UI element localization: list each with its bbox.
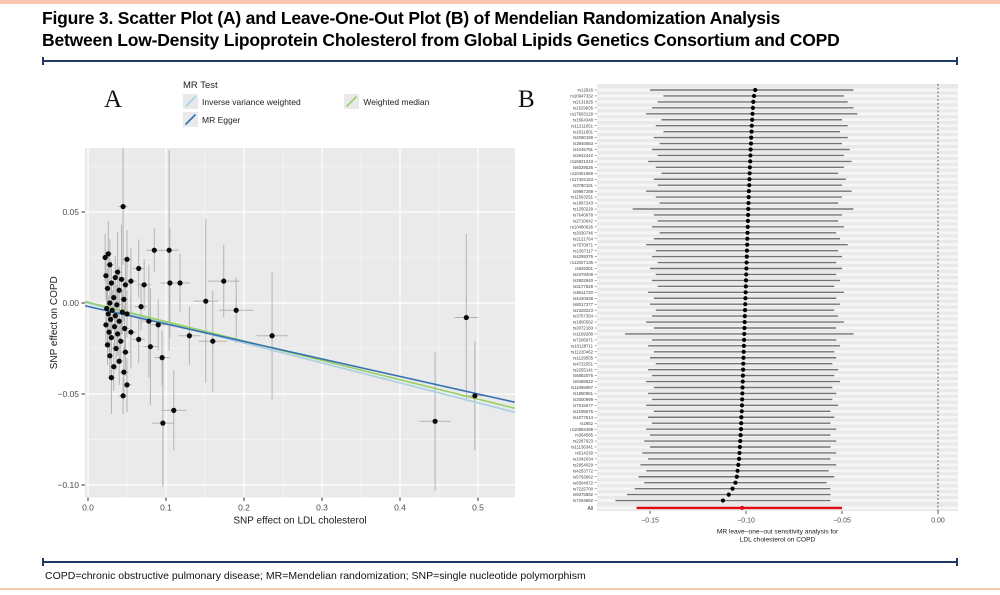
svg-text:0.00: 0.00 <box>62 298 79 308</box>
svg-text:rs2290159: rs2290159 <box>572 135 593 141</box>
figure-title-line1: Figure 3. Scatter Plot (A) and Leave-One-Out Plot (B) of Mendelian Randomization Analysis <box>42 8 781 28</box>
svg-text:rs11065987: rs11065987 <box>570 385 593 391</box>
svg-text:rs1129555: rs1129555 <box>573 355 593 361</box>
panel-a-x-title: SNP effect on LDL cholesterol <box>233 515 367 527</box>
svg-text:−0.15: −0.15 <box>641 517 659 525</box>
svg-text:rs1997243: rs1997243 <box>572 200 593 206</box>
svg-text:0.3: 0.3 <box>316 502 328 513</box>
svg-text:rs1800562: rs1800562 <box>572 319 593 325</box>
panel-b-x-title-line2: LDL cholesterol on COPD <box>739 536 816 544</box>
svg-text:rs11211651: rs11211651 <box>570 123 593 129</box>
svg-text:rs364585: rs364585 <box>575 432 593 438</box>
svg-text:rs12916: rs12916 <box>577 87 593 93</box>
svg-text:rs8017377: rs8017377 <box>572 301 593 307</box>
svg-text:rs7206971: rs7206971 <box>572 337 593 343</box>
svg-text:rs4245791: rs4245791 <box>572 147 593 153</box>
svg-text:rs2902940: rs2902940 <box>572 278 593 283</box>
svg-text:rs2131925: rs2131925 <box>572 99 593 105</box>
svg-text:0.5: 0.5 <box>472 502 484 513</box>
svg-text:−0.05: −0.05 <box>833 517 851 525</box>
svg-text:0.05: 0.05 <box>62 207 79 217</box>
panel-b-label: B <box>518 86 535 113</box>
figure-title-line2: Between Low-Density Lipoprotein Cholesterol from Global Lipids Genetics Consortium and COPD <box>42 29 840 50</box>
svg-text:rs7254892: rs7254892 <box>572 498 593 504</box>
svg-text:rs6882076: rs6882076 <box>572 373 593 379</box>
panel-a-label: A <box>104 86 123 113</box>
svg-text:rs2328223: rs2328223 <box>572 307 593 313</box>
svg-text:rs2255141: rs2255141 <box>572 367 593 373</box>
svg-text:−0.10: −0.10 <box>57 480 79 490</box>
svg-text:rs1169288: rs1169288 <box>573 331 593 337</box>
svg-text:rs10490626: rs10490626 <box>570 224 593 230</box>
svg-text:rs1800961: rs1800961 <box>572 391 593 397</box>
svg-text:rs17603129: rs17603129 <box>570 111 593 117</box>
svg-text:rs17404153: rs17404153 <box>570 176 593 182</box>
svg-text:rs1250229: rs1250229 <box>572 206 593 212</box>
svg-text:rs3780181: rs3780181 <box>572 182 593 188</box>
forest-plot-panel-b <box>515 75 975 553</box>
svg-text:rs2121764: rs2121764 <box>572 236 593 242</box>
svg-text:All: All <box>587 505 593 512</box>
svg-text:rs4722551: rs4722551 <box>572 361 593 367</box>
top-divider-rule <box>42 60 958 62</box>
panel-b-axes <box>641 511 945 544</box>
svg-text:rs2952: rs2952 <box>579 420 593 426</box>
svg-text:rs2030746: rs2030746 <box>572 230 593 236</box>
svg-text:rs16831243: rs16831243 <box>570 159 593 164</box>
svg-text:rs9987289: rs9987289 <box>572 188 593 194</box>
svg-text:rs1564348: rs1564348 <box>572 117 593 123</box>
svg-text:rs2642442: rs2642442 <box>572 153 593 159</box>
svg-text:rs2479409: rs2479409 <box>572 272 593 278</box>
svg-text:rs10128711: rs10128711 <box>570 343 593 349</box>
scatter-plot-panel-a <box>40 75 530 553</box>
svg-text:rs2072183: rs2072183 <box>572 325 593 331</box>
svg-text:rs10401969: rs10401969 <box>570 170 593 176</box>
svg-text:rs1529935: rs1529935 <box>572 105 593 111</box>
legend-label: MR Egger <box>202 114 241 125</box>
svg-text:0.4: 0.4 <box>394 502 406 513</box>
svg-text:rs7515577: rs7515577 <box>572 402 593 408</box>
svg-text:rs5763662: rs5763662 <box>572 474 593 480</box>
svg-text:rs3846663: rs3846663 <box>572 141 593 147</box>
svg-text:rs7640978: rs7640978 <box>572 212 593 218</box>
svg-text:rs2000999: rs2000999 <box>572 397 593 402</box>
svg-text:rs11136341: rs11136341 <box>570 444 593 450</box>
svg-text:0.00: 0.00 <box>931 517 945 525</box>
svg-text:−0.05: −0.05 <box>57 389 79 399</box>
svg-text:rs4299376: rs4299376 <box>572 254 593 260</box>
legend-label: Inverse variance weighted <box>202 96 301 107</box>
svg-text:rs7225700: rs7225700 <box>572 486 593 492</box>
svg-text:rs2195675: rs2195675 <box>572 408 593 414</box>
svg-text:rs7570971: rs7570971 <box>572 242 593 248</box>
svg-text:rs10947332: rs10947332 <box>570 93 593 99</box>
svg-text:rs4253772: rs4253772 <box>572 468 593 474</box>
svg-text:rs6504872: rs6504872 <box>572 480 593 486</box>
svg-text:rs11563251: rs11563251 <box>570 194 593 200</box>
svg-text:rs2287623: rs2287623 <box>572 438 593 444</box>
svg-text:rs10893499: rs10893499 <box>570 426 593 432</box>
svg-text:rs1611801: rs1611801 <box>573 129 593 135</box>
legend-label: Weighted median <box>363 96 430 107</box>
page-border-bottom <box>0 588 1000 590</box>
svg-text:rs1077514: rs1077514 <box>572 414 593 420</box>
svg-text:rs3177928: rs3177928 <box>572 283 593 289</box>
svg-text:rs6029526: rs6029526 <box>572 164 593 170</box>
svg-text:rs1367117: rs1367117 <box>573 248 593 254</box>
svg-text:rs4420638: rs4420638 <box>572 295 593 301</box>
page-border-top <box>0 0 1000 4</box>
svg-text:rs2710642: rs2710642 <box>572 218 593 224</box>
svg-text:rs9488822: rs9488822 <box>572 379 593 385</box>
panel-a-y-title: SNP effect on COPD <box>49 276 60 370</box>
abbreviations-footnote: COPD=chronic obstructive pulmonary disease; MR=Mendelian randomization; SNP=single nucleotide polymorphism <box>45 570 586 582</box>
legend-title: MR Test <box>183 80 218 91</box>
svg-text:0.0: 0.0 <box>82 502 94 513</box>
svg-text:rs1042034: rs1042034 <box>572 456 593 462</box>
svg-text:rs629301: rs629301 <box>575 266 593 272</box>
svg-text:rs3757354: rs3757354 <box>572 313 593 319</box>
svg-text:rs514230: rs514230 <box>575 450 593 456</box>
svg-text:rs2954029: rs2954029 <box>572 462 593 468</box>
svg-text:0.2: 0.2 <box>238 502 250 513</box>
svg-text:−0.10: −0.10 <box>737 517 755 525</box>
bottom-divider-rule <box>42 561 958 563</box>
svg-text:rs11220462: rs11220462 <box>570 349 593 355</box>
svg-text:rs12027135: rs12027135 <box>570 260 593 266</box>
panel-b-x-title-line1: MR leave−one−out sensitivity analysis for <box>716 528 839 536</box>
figure-title <box>42 8 972 51</box>
svg-text:rs9375882: rs9375882 <box>572 492 593 498</box>
svg-text:rs6511720: rs6511720 <box>573 289 593 295</box>
svg-text:0.1: 0.1 <box>160 502 172 513</box>
